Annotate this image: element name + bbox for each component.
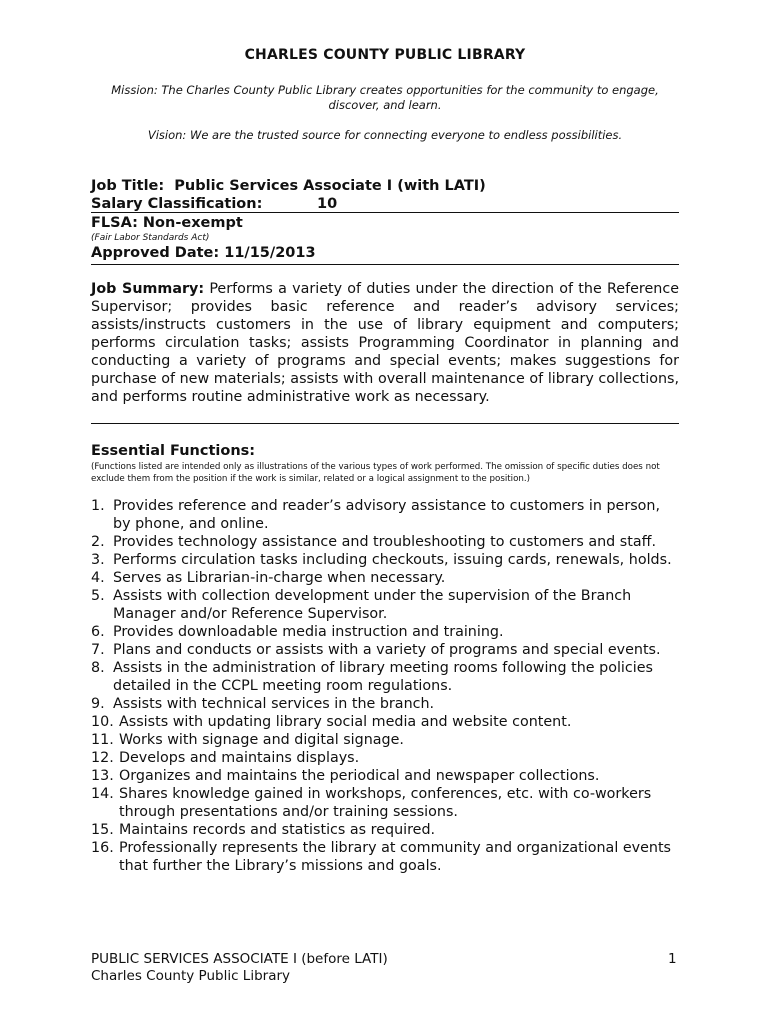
list-item-text: Organizes and maintains the periodical and newspaper collections. bbox=[119, 768, 600, 784]
list-item-number: 13. bbox=[91, 768, 114, 784]
job-title-label: Job Title: bbox=[91, 178, 165, 194]
list-item-text: Assists in the administration of library meeting rooms following the policies detailed in the CCPL meeting room regulations. bbox=[113, 660, 653, 694]
list-item bbox=[91, 749, 681, 767]
list-item-number: 1. bbox=[91, 498, 105, 514]
list-item-text: Provides reference and reader’s advisory assistance to customers in person, by phone, and online. bbox=[113, 498, 661, 532]
list-item bbox=[91, 695, 681, 713]
mission-statement: Mission: The Charles County Public Library creates opportunities for the community to engage, discover, and learn. bbox=[111, 83, 659, 112]
list-item-text: Develops and maintains displays. bbox=[119, 750, 360, 766]
salary-value: 10 bbox=[317, 196, 338, 212]
list-item-text: Shares knowledge gained in workshops, conferences, etc. with co-workers through presentations and/or training sessions. bbox=[119, 786, 652, 820]
list-item bbox=[91, 641, 681, 659]
list-item-number: 14. bbox=[91, 786, 114, 802]
list-item-number: 15. bbox=[91, 822, 114, 838]
footer bbox=[91, 951, 388, 985]
list-item-text: Works with signage and digital signage. bbox=[119, 732, 404, 748]
footer-line-2: Charles County Public Library bbox=[91, 968, 291, 984]
job-title-line bbox=[91, 177, 679, 195]
list-item-number: 11. bbox=[91, 732, 114, 748]
list-item-text: Professionally represents the library at community and organizational events that further the Library’s missions and goals. bbox=[119, 840, 672, 874]
list-item bbox=[91, 767, 681, 785]
list-item bbox=[91, 731, 681, 749]
job-summary bbox=[91, 280, 679, 406]
list-item-text: Assists with technical services in the branch. bbox=[113, 696, 435, 712]
essential-functions-list bbox=[91, 497, 681, 875]
job-title-value: Public Services Associate I (with LATI) bbox=[174, 178, 486, 194]
list-item-number: 6. bbox=[91, 624, 105, 640]
flsa-note: (Fair Labor Standards Act) bbox=[91, 233, 210, 243]
page-number: 1 bbox=[668, 951, 677, 967]
list-item-text: Performs circulation tasks including checkouts, issuing cards, renewals, holds. bbox=[113, 552, 672, 568]
summary-rule bbox=[91, 423, 679, 424]
essential-functions-note: (Functions listed are intended only as illustrations of the various types of work performed. The omission of specific duties does not exclude them from the position if the work is similar, related or a logical assignment to the position.) bbox=[91, 462, 660, 484]
job-summary-text: Performs a variety of duties under the direction of the Reference Supervisor; provides basic reference and reader’s advisory services; assists/instructs customers in the use of library equipment and computers; performs circulation tasks; assists Programming Coordinator in planning and conducting a variety of programs and special events; makes suggestions for purchase of new materials; assists with overall maintenance of library collections, and performs routine administrative work as necessary. bbox=[91, 281, 679, 405]
list-item bbox=[91, 623, 681, 641]
footer-line-1: PUBLIC SERVICES ASSOCIATE I (before LATI) bbox=[91, 951, 388, 967]
org-title: CHARLES COUNTY PUBLIC LIBRARY bbox=[244, 47, 526, 63]
list-item bbox=[91, 497, 681, 533]
list-item-number: 12. bbox=[91, 750, 114, 766]
list-item bbox=[91, 569, 681, 587]
list-item-text: Provides downloadable media instruction and training. bbox=[113, 624, 504, 640]
list-item-number: 3. bbox=[91, 552, 105, 568]
salary-label: Salary Classification: bbox=[91, 196, 263, 212]
list-item-text: Serves as Librarian-in-charge when necessary. bbox=[113, 570, 446, 586]
list-item bbox=[91, 533, 681, 551]
list-item-text: Assists with collection development under the supervision of the Branch Manager and/or Reference Supervisor. bbox=[113, 588, 632, 622]
list-item-text: Provides technology assistance and troubleshooting to customers and staff. bbox=[113, 534, 657, 550]
salary-line bbox=[91, 195, 679, 213]
flsa-line: FLSA: Non-exempt bbox=[91, 215, 243, 231]
list-item bbox=[91, 659, 681, 695]
list-item-number: 4. bbox=[91, 570, 105, 586]
list-item bbox=[91, 821, 681, 839]
list-item-number: 9. bbox=[91, 696, 105, 712]
header-rule-1 bbox=[91, 212, 679, 213]
list-item bbox=[91, 587, 681, 623]
list-item bbox=[91, 785, 681, 821]
list-item-number: 16. bbox=[91, 840, 114, 856]
list-item-number: 10. bbox=[91, 714, 114, 730]
list-item-text: Maintains records and statistics as required. bbox=[119, 822, 436, 838]
vision-statement: Vision: We are the trusted source for connecting everyone to endless possibilities. bbox=[147, 128, 623, 142]
approved-date: Approved Date: 11/15/2013 bbox=[91, 245, 316, 261]
list-item bbox=[91, 839, 681, 875]
job-summary-label: Job Summary: bbox=[91, 281, 205, 297]
list-item bbox=[91, 551, 681, 569]
essential-functions-title: Essential Functions: bbox=[91, 443, 256, 459]
header-rule-2 bbox=[91, 264, 679, 265]
list-item-number: 2. bbox=[91, 534, 105, 550]
list-item bbox=[91, 713, 681, 731]
list-item-text: Plans and conducts or assists with a variety of programs and special events. bbox=[113, 642, 661, 658]
list-item-text: Assists with updating library social media and website content. bbox=[119, 714, 572, 730]
list-item-number: 7. bbox=[91, 642, 105, 658]
list-item-number: 8. bbox=[91, 660, 105, 676]
list-item-number: 5. bbox=[91, 588, 105, 604]
